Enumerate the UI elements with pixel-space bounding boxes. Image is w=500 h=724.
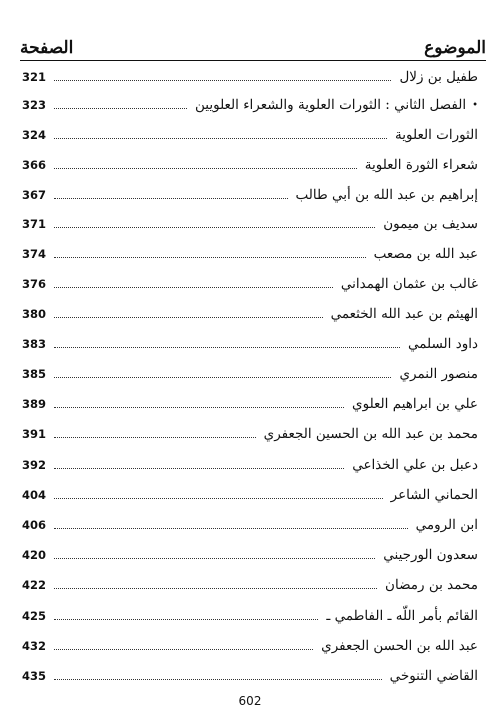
toc-entry [22,480,478,510]
subject-column-label: الموضوع [424,38,486,58]
entry-page-number: 366 [22,158,47,172]
dot-leader [54,558,375,559]
entry-bullet: • [472,99,478,111]
entry-title: غالب بن عثمان الهمداني [340,276,478,292]
toc-header [20,30,486,58]
entry-page-number: 425 [22,609,47,623]
entry-title: ابن الرومي [415,517,478,533]
entry-page-number: 391 [22,427,47,441]
entry-page-number: 374 [22,247,47,261]
dot-leader [54,138,387,139]
entry-title: محمد بن عبد الله بن الحسين الجعفري [263,426,478,442]
entry-title: الحماني الشاعر [390,487,478,503]
toc-entry [22,450,478,480]
entry-title: عبد الله بن مصعب [373,246,478,262]
dot-leader [54,108,187,109]
toc-entry [22,120,478,150]
dot-leader [54,498,383,499]
dot-leader [54,377,391,378]
toc-entry [22,62,478,92]
dot-leader [54,528,408,529]
dot-leader [54,227,375,228]
entry-title: الثورات العلوية [395,127,478,143]
entry-title: طفيل بن زلال [399,69,478,85]
entry-page-number: 406 [22,518,47,532]
entry-page-number: 432 [22,639,47,653]
entry-title: القاضي التنوخي [389,668,478,684]
entry-page-number: 420 [22,548,47,562]
dot-leader [54,407,344,408]
toc-entry [22,299,478,329]
entry-page-number: 371 [22,217,47,231]
dot-leader [54,257,366,258]
entry-title: سعدون الورجيني [383,547,478,563]
toc-entry [22,329,478,359]
entry-page-number: 376 [22,277,47,291]
entry-page-number: 392 [22,458,47,472]
entry-page-number: 380 [22,307,47,321]
entry-title: شعراء الثورة العلوية [364,157,478,173]
toc-entry [22,269,478,299]
entry-page-number: 385 [22,367,47,381]
dot-leader [54,198,288,199]
dot-leader [54,679,382,680]
dot-leader [54,317,323,318]
entry-title: عبد الله بن الحسن الجعفري [321,638,478,654]
dot-leader [54,619,318,620]
toc-entry [22,150,478,180]
toc-entry [22,389,478,419]
entry-title: علي بن ابراهيم العلوي [352,396,478,412]
entry-page-number: 422 [22,578,47,592]
toc-entry [22,90,478,120]
toc-entry [22,510,478,540]
entry-title: سديف بن ميمون [383,216,478,232]
toc-entry [22,631,478,661]
entry-title: داود السلمي [407,336,478,352]
toc-entry [22,540,478,570]
toc-entry [22,601,478,631]
dot-leader [54,588,377,589]
toc-list [22,62,478,682]
entry-title: القائم بأمر اللّه ـ الفاطمي ـ [326,608,478,624]
dot-leader [54,287,333,288]
entry-page-number: 323 [22,98,47,112]
dot-leader [54,649,313,650]
header-rule [20,60,486,61]
entry-page-number: 435 [22,669,47,683]
toc-entry [22,359,478,389]
dot-leader [54,80,391,81]
toc-entry [22,180,478,210]
entry-page-number: 324 [22,128,47,142]
dot-leader [54,347,400,348]
entry-page-number: 321 [22,70,47,84]
dot-leader [54,468,344,469]
entry-title: منصور النمري [399,366,478,382]
entry-page-number: 383 [22,337,47,351]
entry-title: الفصل الثاني : الثورات العلوية والشعراء العلويين [194,97,467,113]
entry-title: إبراهيم بن عبد الله بن أبي طالب [295,187,478,203]
toc-entry [22,239,478,269]
page-number: 602 [238,694,262,708]
dot-leader [54,168,357,169]
entry-title: محمد بن رمضان [385,577,478,593]
entry-title: الهيثم بن عبد الله الخثعمي [330,306,478,322]
entry-title: دعبل بن علي الخذاعي [352,457,478,473]
page-column-label: الصفحة [20,38,74,58]
entry-page-number: 367 [22,188,47,202]
dot-leader [54,437,256,438]
toc-entry [22,209,478,239]
toc-entry [22,419,478,449]
entry-page-number: 404 [22,488,47,502]
entry-page-number: 389 [22,397,47,411]
toc-entry [22,570,478,600]
toc-entry [22,661,478,691]
